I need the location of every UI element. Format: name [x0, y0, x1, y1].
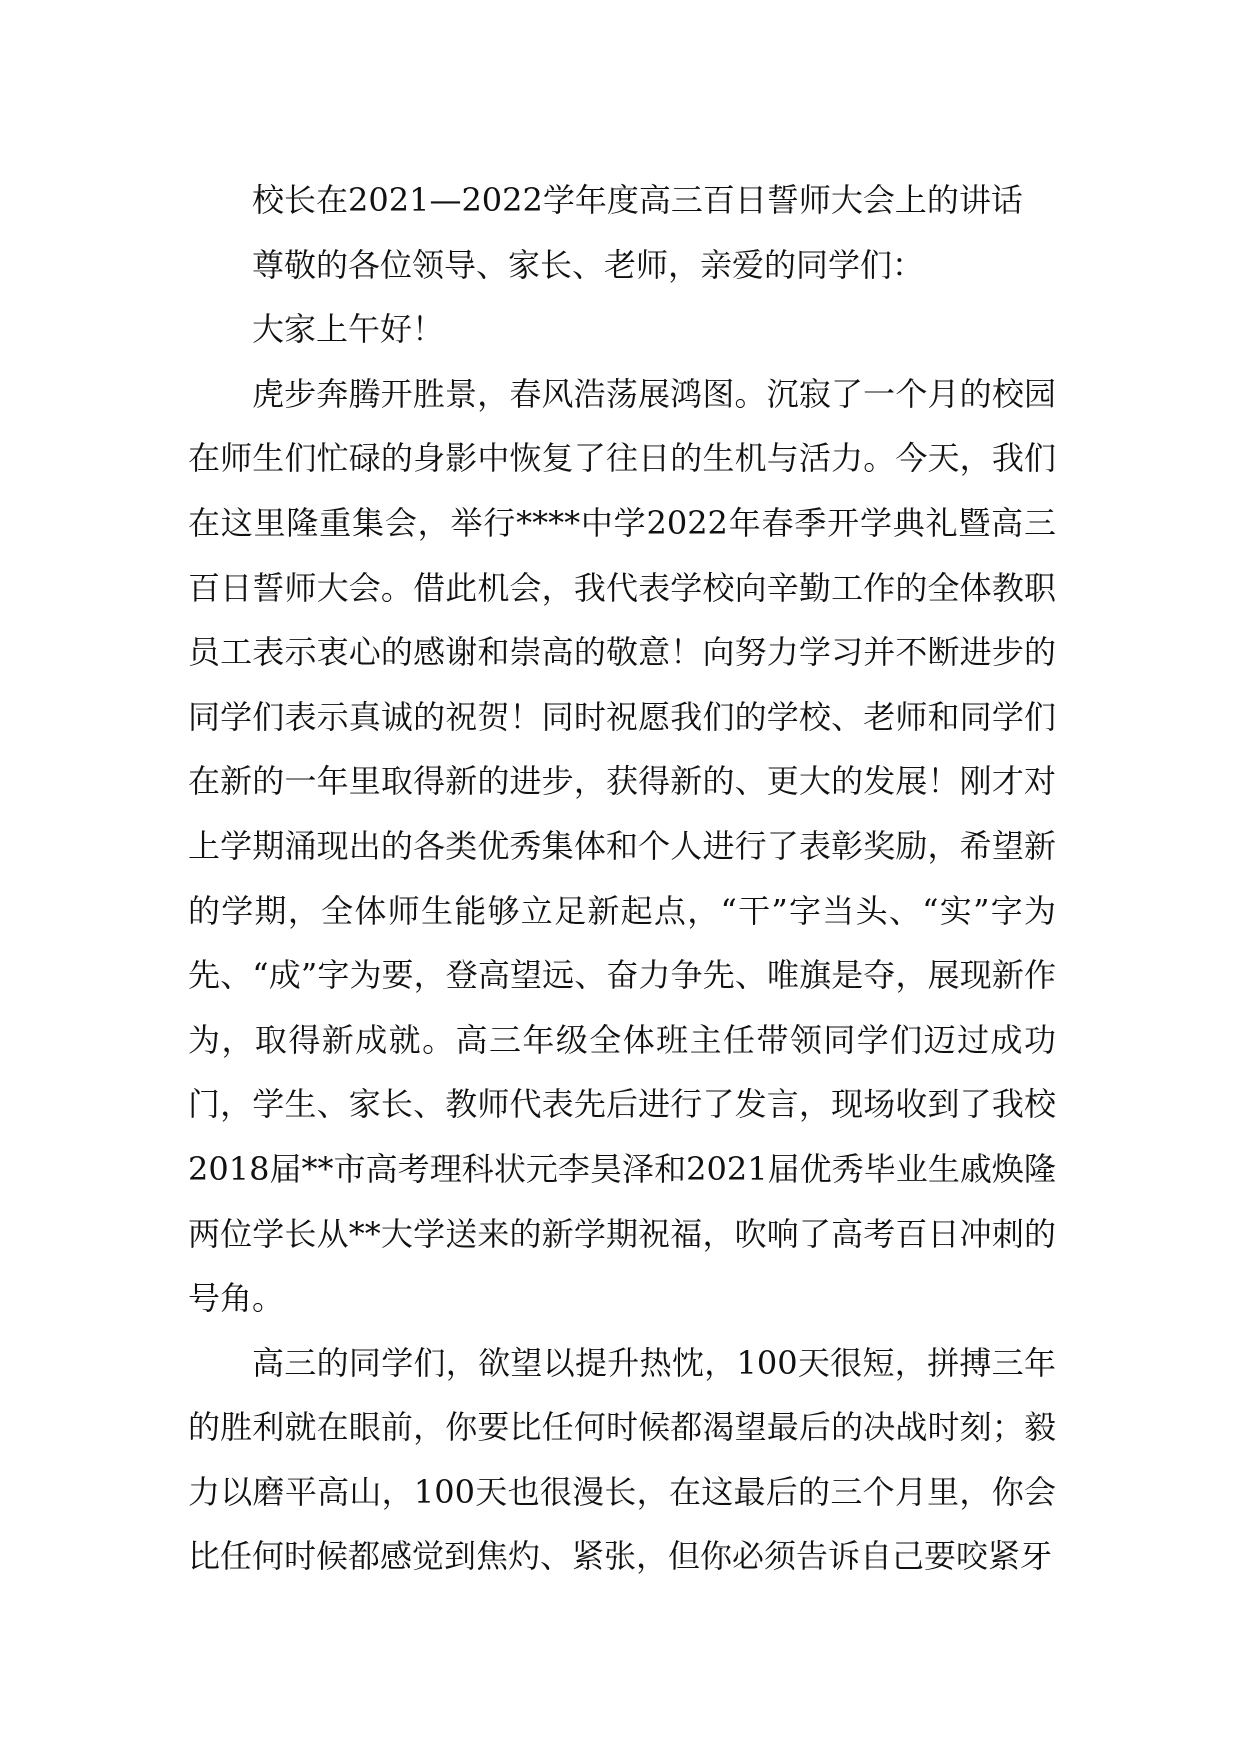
document-title: 校长在2021—2022学年度高三百日誓师大会上的讲话 [252, 181, 1023, 219]
salutation: 尊敬的各位领导、家长、老师，亲爱的同学们： [252, 245, 925, 284]
paragraph-opening: 虎步奔腾开胜景，春风浩荡展鸿图。沉寂了一个月的校园在师生们忙碌的身影中恢复了往日的生机与活力。今天，我们在这里隆重集会，举行****中学2022年春季开学典礼暨高三百日誓师大会。借此机会，我代表学校向辛勤工作的全体教职员工表示衷心的感谢和崇高的敬意！向努力学习并不断进步的同学们表示真诚的祝贺！同时祝愿我们的学校、老师和同学们在新的一年里取得新的进步，获得新的、更大的发展！刚才对上学期涌现出的各类优秀集体和个人进行了表彰奖励，希望新的学期，全体师生能够立足新起点，“干”字当头、“实”字为先、“成”字为要，登高望远、奋力争先、唯旗是夺，展现新作为，取得新成就。高三年级全体班主任带领同学们迈过成功门，学生、家长、教师代表先后进行了发言，现场收到了我校2018届**市高考理科状元李昊泽和2021届优秀毕业生戚焕隆两位学长从**大学送来的新学期祝福，吹响了高考百日冲刺的号角。 [188, 374, 1056, 1318]
paragraph-senior-students: 高三的同学们，欲望以提升热忱，100天很短，拼搏三年的胜利就在眼前，你要比任何时候都渴望最后的决战时刻；毅力以磨平高山，100天也很漫长，在这最后的三个月里，你会比任何时候都感觉到焦灼、紧张，但你必须告诉自己要咬紧牙 [188, 1343, 1056, 1576]
document-body [188, 168, 1056, 1589]
greeting: 大家上午好！ [252, 310, 445, 349]
